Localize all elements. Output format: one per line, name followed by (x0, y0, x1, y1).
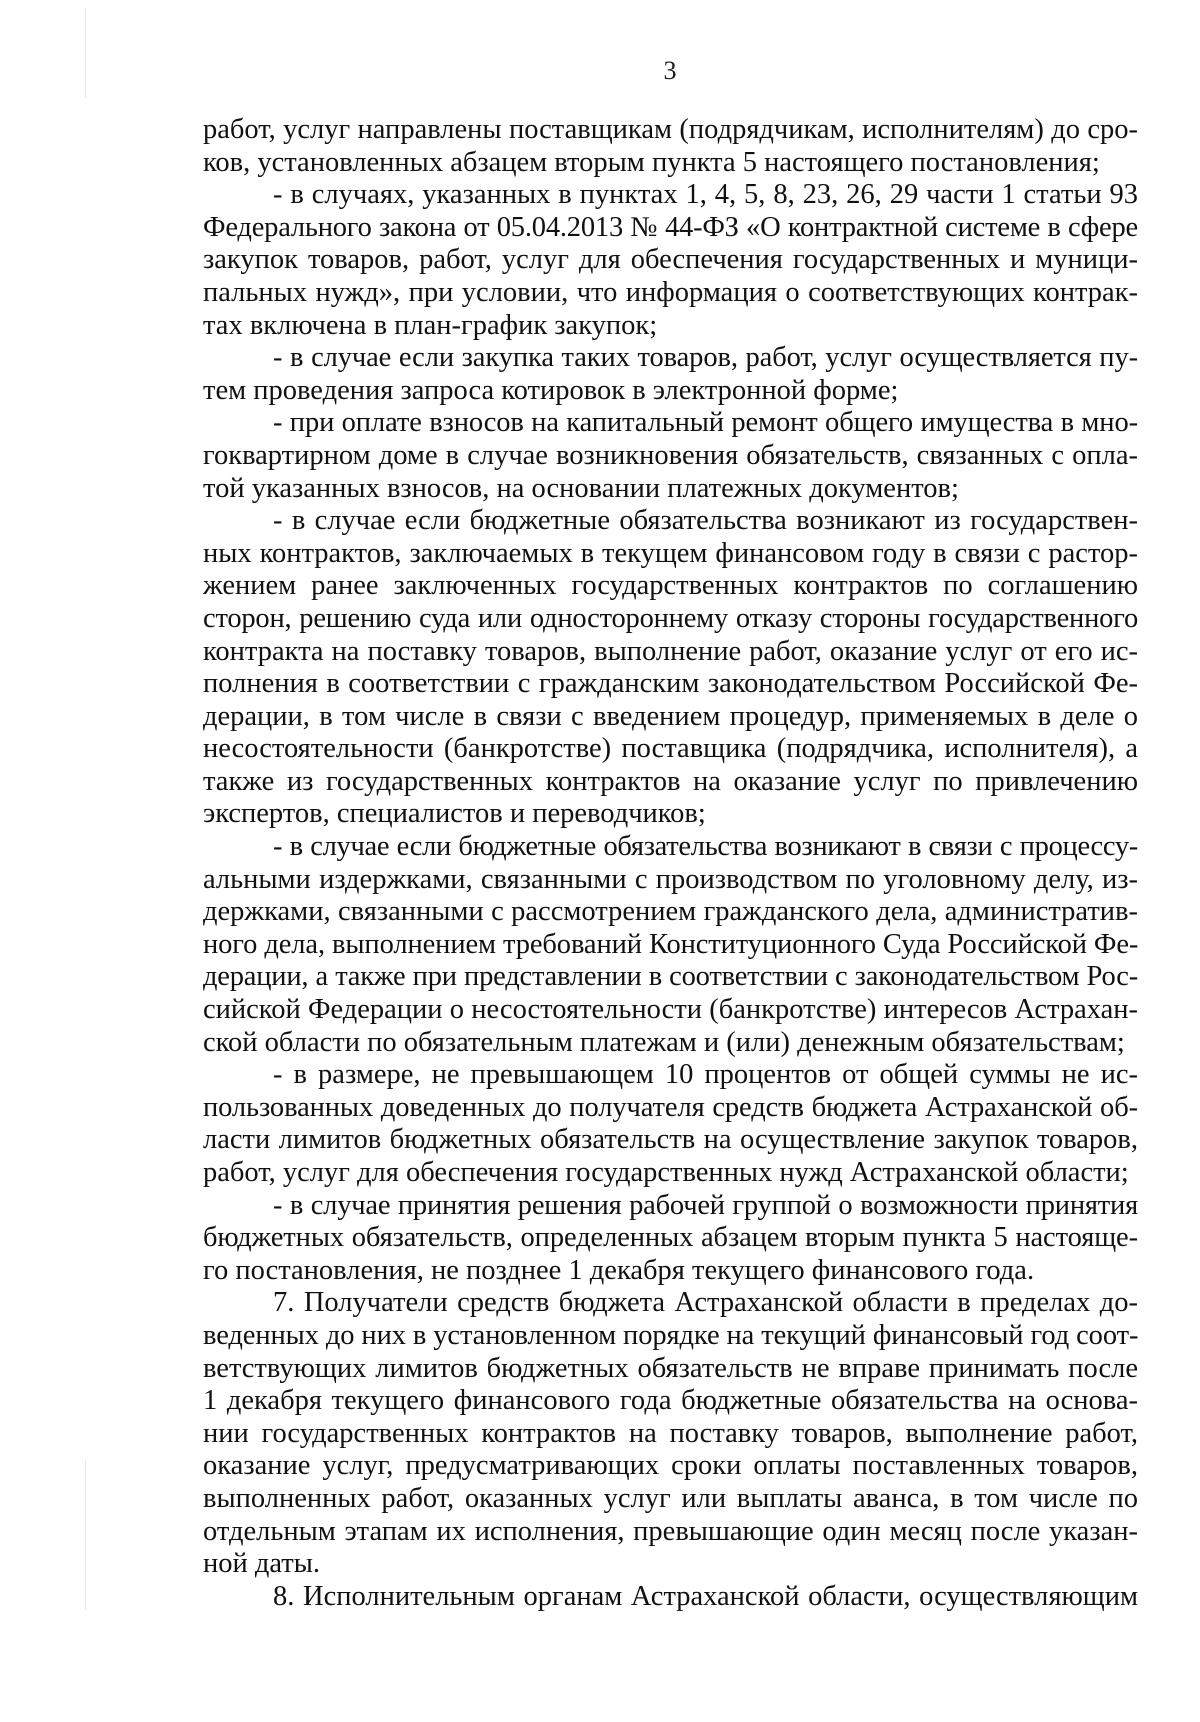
text-line: бюджетных обязательств, определенных абзацем вторым пункта 5 настояще- (203, 1222, 1138, 1254)
text-line: ветствующих лимитов бюджетных обязательств не вправе принимать после (203, 1352, 1138, 1384)
text-line: - в случае если закупка таких товаров, работ, услуг осуществляется пу- (273, 342, 1138, 374)
text-line: выполненных работ, оказанных услуг или выплаты аванса, в том числе по (203, 1482, 1138, 1514)
text-line: - в случае если бюджетные обязательства возникают в связи с процессу- (273, 831, 1138, 863)
text-line: тах включена в план-график закупок; (203, 309, 658, 341)
text-line: ласти лимитов бюджетных обязательств на осуществление закупок товаров, (203, 1124, 1138, 1156)
text-line: также из государственных контрактов на оказание услуг по привлечению (203, 765, 1138, 797)
document-body-text (203, 114, 1138, 1613)
text-line: дерации, в том числе в связи с введением процедур, применяемых в деле о (203, 700, 1138, 732)
text-line: гоквартирном доме в случае возникновения обязательств, связанных с опла- (203, 439, 1138, 471)
scan-margin-mark (85, 1460, 86, 1610)
text-line: - в размере, не превышающем 10 процентов от общей суммы не ис- (273, 1059, 1138, 1091)
text-line: - в случае принятия решения рабочей группой о возможности принятия (273, 1189, 1138, 1221)
text-line: 1 декабря текущего финансового года бюджетные обязательства на основа- (203, 1385, 1138, 1417)
text-line: держками, связанными с рассмотрением гражданского дела, административ- (203, 896, 1138, 928)
text-line: 7. Получатели средств бюджета Астраханской области в пределах до- (273, 1287, 1138, 1319)
text-line: оказание услуг, предусматривающих сроки оплаты поставленных товаров, (203, 1450, 1138, 1482)
text-line: го постановления, не позднее 1 декабря текущего финансового года. (203, 1254, 1035, 1286)
text-line: жением ранее заключенных государственных контрактов по соглашению (203, 570, 1138, 602)
text-line: веденных до них в установленном порядке на текущий финансовый год соот- (203, 1319, 1139, 1351)
text-line: ного дела, выполнением требований Конституционного Суда Российской Фе- (203, 928, 1139, 960)
text-line: 8. Исполнительным органам Астраханской области, осуществляющим (273, 1580, 1138, 1612)
text-line: альными издержками, связанными с производством по уголовному делу, из- (203, 863, 1138, 895)
text-line: тем проведения запроса котировок в электронной форме; (203, 374, 899, 406)
text-line: работ, услуг направлены поставщикам (подрядчикам, исполнителям) до сро- (203, 114, 1138, 145)
text-line: сийской Федерации о несостоятельности (банкротстве) интересов Астрахан- (203, 994, 1138, 1026)
text-line: контракта на поставку товаров, выполнение работ, оказание услуг от его ис- (203, 635, 1138, 667)
text-line: Федерального закона от 05.04.2013 № 44-ФЗ «О контрактной системе в сфере (203, 211, 1138, 243)
text-line: - в случаях, указанных в пунктах 1, 4, 5, 8, 23, 26, 29 части 1 статьи 93 (273, 179, 1138, 211)
text-line: ков, установленных абзацем вторым пункта 5 настоящего постановления; (203, 146, 1100, 178)
text-line: ской области по обязательным платежам и (или) денежным обязательствам; (203, 1026, 1125, 1058)
text-line: ных контрактов, заключаемых в текущем финансовом году в связи с растор- (203, 537, 1138, 569)
text-line: - в случае если бюджетные обязательства возникают из государствен- (273, 505, 1138, 537)
text-line: той указанных взносов, на основании платежных документов; (203, 472, 959, 504)
text-line: сторон, решению суда или одностороннему отказу стороны государственного (203, 602, 1138, 634)
text-line: отдельным этапам их исполнения, превышающие один месяц после указан- (203, 1515, 1138, 1547)
text-line: дерации, а также при представлении в соответствии с законодательством Рос- (203, 961, 1138, 993)
text-line: полнения в соответствии с гражданским законодательством Российской Фе- (203, 668, 1138, 700)
text-line: закупок товаров, работ, услуг для обеспечения государственных и муници- (203, 244, 1138, 276)
text-line: пользованных доведенных до получателя средств бюджета Астраханской об- (203, 1091, 1138, 1123)
text-line: - при оплате взносов на капитальный ремонт общего имущества в мно- (273, 407, 1138, 439)
text-line: работ, услуг для обеспечения государственных нужд Астраханской области; (203, 1157, 1129, 1188)
text-line: пальных нужд», при условии, что информация о соответствующих контрак- (203, 276, 1138, 308)
page-number: 3 (663, 56, 677, 85)
text-line: экспертов, специалистов и переводчиков; (203, 798, 706, 830)
text-line: ной даты. (203, 1548, 321, 1580)
text-line: нии государственных контрактов на поставку товаров, выполнение работ, (203, 1417, 1138, 1449)
text-line: несостоятельности (банкротстве) поставщика (подрядчика, исполнителя), а (203, 733, 1138, 765)
